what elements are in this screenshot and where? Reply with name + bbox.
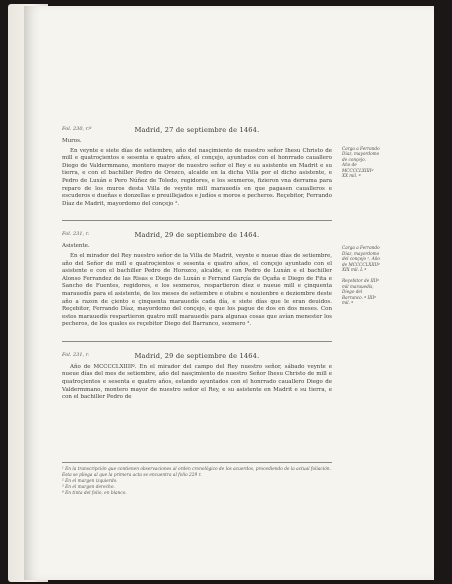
section-divider <box>62 341 332 342</box>
entry-body: En el mirador del Rey nuestro señor de la Villa de Madrit, veynte e nueue días de setiembre, año del Señor de mill e quatroçientos e sesenta e quatro años, el conçejo ayuntado con el asistente e con el bachiller Pedro de Horozco, alcalde, e con Pedro de Luxán e el bachiller Alonso Ferrandez de las Risas e Diego de Luxán e Ferrand Garçía de Oçaña e Diego de Fita e Sancho de Fuentes, regidores, e los sexmeros, respartieron diez e nueue mill e çinquenta marauedís para el asistente, de los meses de setiembre e otubre e nouienbre e deziembre deste año a razon de çiento e çinquenta marauedís cada día, e siete días que le eran deuidos. Reçebitor, Ferrando Díaz, mayordomo del conçejo, e que los pague de dos en dos meses. Con estos marauedís respartieron quatro mill marauedís para algunas cosas que avían menester los pecheros, de los quales es reçebitor Diego del Barranco, sexmero ³. <box>62 252 332 328</box>
margin-note <box>342 245 384 305</box>
entry-3 <box>62 352 332 402</box>
margin-note-line: XX mil. ª <box>342 173 361 179</box>
footnote: ⁴ En tinta del folio, en blanco. <box>62 491 127 496</box>
margin-note-line: Reçebitor de IIIIº mil marauedís, Diego del Barranco. ª IIIIº mil. ª <box>342 278 380 305</box>
entry-2 <box>62 231 380 329</box>
margin-note <box>342 146 384 178</box>
section-divider <box>62 220 332 221</box>
entry-1 <box>62 126 380 208</box>
margin-note-line: Carga a Ferrando Díaz, mayordomo del conçejo ², Año de MCCCCLXIIIIº XIX mil. L ª <box>342 245 380 272</box>
entry-date: Madrid, 27 de septiembre de 1464. <box>134 126 260 134</box>
entry-date: Madrid, 29 de septiembre de 1464. <box>134 231 260 240</box>
book-page <box>24 6 434 580</box>
entry-body: En veynte e siete días de setiembre, año del nasçimiento de nuestro señor Ihesu Christo de mill e quatroçientos e sesenta e quatro años, el conçejo, ayuntados con el honrrado cauallero Diego de Valdermmano, montero mayor de nuestro señor el Rey e su asistente en Madrit e su tierra, e con el bachiller Pedro de Orozco, alcalde en la dicha Villa por el dicho asistente, e Pedro de Luxán e Pero Núñez de Toledo, regidores, e los sexmeros, fizieron vna derrama para reparo de los muros desta Villa de veynte mill marauedís en que pagasen caualleros e escuderos e dueñas e donzellas e preuillejados e judíos e moros e pecheros. Reçebitor, Ferrando Díaz de Madrit, mayordomo del conçejo ². <box>62 147 332 207</box>
footnote: ³ En el margen derecho. <box>62 485 115 490</box>
margin-note-line: Año de MCCCCLXIIIIº <box>342 162 374 173</box>
page-content <box>62 126 380 402</box>
entry-heading: Asistente. <box>62 243 90 250</box>
margin-note-line: Carga a Ferrando Díaz, mayordomo de conçejo. <box>342 146 380 162</box>
footnotes <box>62 462 332 497</box>
folio-reference: Fol. 230, r.º <box>62 126 92 132</box>
folio-reference: Fol. 231, r. <box>62 351 90 358</box>
footnote: ¹ En la transcripción que contienen observaciones al orden cronológico de los acuerdos, procediendo de la actual foliación. Esta se pliega al que la primera acta se encuentra al folio 229 r. <box>62 467 331 478</box>
footnote: ² En el margen izquierdo. <box>62 479 118 484</box>
entry-body: Año de MCCCCLXIIIIº. En el mirador del campo del Rey nuestro señor, sábado veynte e nueue días del mes de setiembre, año del nasçimiento de nuestro Señor Ihesu Christo de mill e quatroçientos e sesenta e quatro años, estando ayuntados con el honrrado cauallero Diego de Valdermmano, montero mayor de nuestro señor el Rey, e su asistente en Madrit e su tierra, e con el bachiller Pedro de <box>62 363 332 401</box>
entry-date: Madrid, 29 de septiembre de 1464. <box>134 351 260 360</box>
entry-heading: Muros. <box>62 138 82 144</box>
folio-reference: Fol. 231, r. <box>62 231 90 238</box>
